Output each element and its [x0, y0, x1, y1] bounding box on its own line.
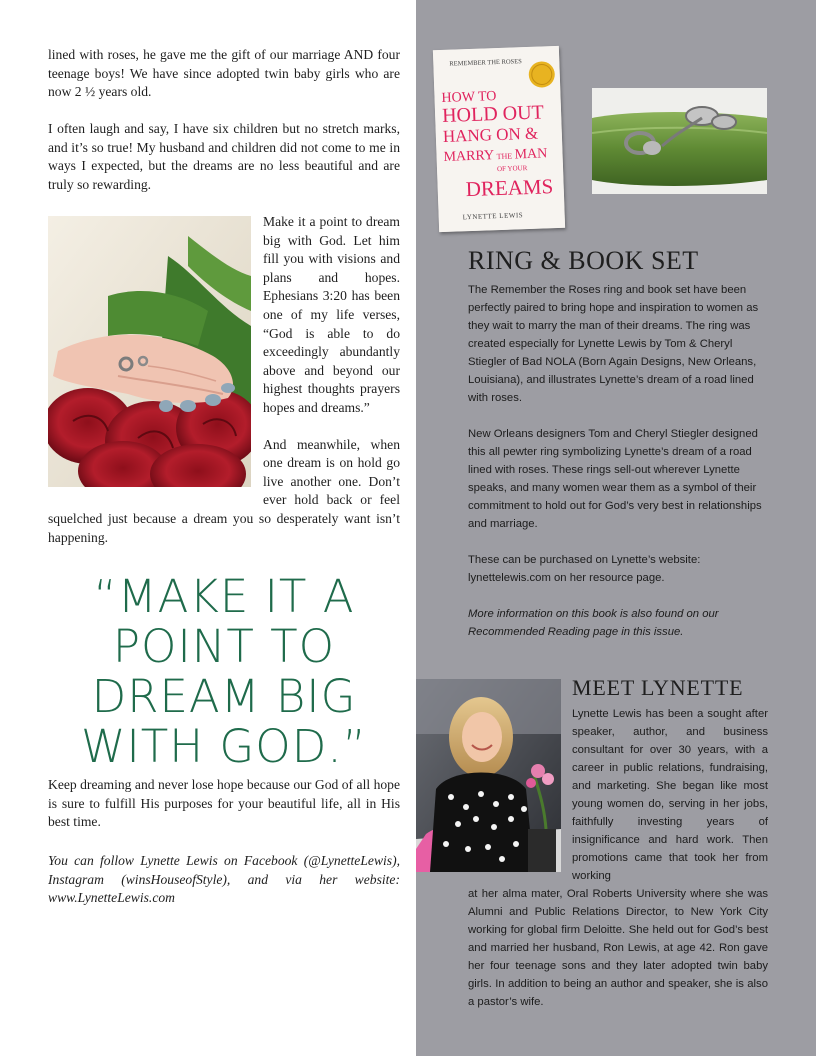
ring-photo: [592, 88, 767, 194]
ring-paragraph-3: These can be purchased on Lynette’s website: lynettelewis.com on her resource page.: [468, 554, 701, 584]
meet-lynette-heading: MEET LYNETTE: [572, 675, 744, 700]
bio-paragraph-bottom: at her alma mater, Oral Roberts University where she was Alumni and Public Relations Director, to New York City working for global firm Deloitte. She held out for God’s best and married her husband, Ron Lewis, at age 42. Ron gave her four teenage sons and they later adopted twin baby girls. In addition to being an author and speaker, she is also a pastor’s wife.: [468, 888, 768, 1008]
book-title-line4b: THE: [496, 151, 513, 162]
dream-big-section: [48, 213, 400, 565]
paragraph-follow-links: You can follow Lynette Lewis on Facebook (@LynetteLewis), Instagram (winsHouseofStyle), and via her website: www.LynetteLewis.com: [48, 853, 400, 906]
ring-paragraph-2: New Orleans designers Tom and Cheryl Stiegler designed this all pewter ring symbolizing Lynette’s dream of a road lined with roses. These rings sell-out wherever Lynette speaks, and many women wear them as a symbol of their commitment to hold out for God’s very best in relationships and marriage.: [468, 428, 762, 530]
hand-on-roses-photo: [48, 216, 251, 487]
pull-quote: “MAKE IT A POINT TO DREAM BIG WITH GOD.”: [81, 570, 367, 773]
book-title-line3: HANG ON &: [442, 123, 539, 146]
ring-book-heading: RING & BOOK SET: [468, 246, 699, 275]
book-series-label: REMEMBER THE ROSES: [449, 58, 522, 68]
book-title-line1: HOW TO: [441, 89, 497, 106]
book-title-line5: OF YOUR: [496, 164, 528, 174]
book-title-line4a: MARRY: [443, 148, 495, 165]
paragraph-stretch-marks: I often laugh and say, I have six children but no stretch marks, and it’s so true! My husband and children did not come to me in ways I expected, but the dreams are no less beautiful and are truly so rewarding.: [48, 121, 400, 192]
paragraph-keep-dreaming: Keep dreaming and never lose hope because our God of all hope is sure to fulfill His purposes for your beautiful life, all in His best time.: [48, 777, 400, 830]
lynette-portrait-photo: [416, 679, 561, 872]
book-title-line4c: MAN: [514, 146, 548, 163]
ring-paragraph-4: More information on this book is also found on our Recommended Reading page in this issue.: [468, 608, 719, 638]
book-author: LYNETTE LEWIS: [462, 211, 524, 222]
paragraph-dream-big: Make it a point to dream big with God. Let him fill you with visions and plans and hopes. Ephesians 3:20 has been one of my life verses, “God is able to do exceedingly abundantly above and beyond our highest thoughts prayers hopes and dreams.”: [263, 214, 400, 415]
bio-paragraph-top: Lynette Lewis has been a sought after speaker, author, and business consultant for over 30 years, with a career in public relations, fundraising, and marketing. She began like most young women do, serving in her jobs, faithfully investing years of insignificance and hard work. Then promotions came that took her from working: [572, 708, 768, 882]
book-title-line6: DREAMS: [465, 174, 554, 202]
paragraph-roses: lined with roses, he gave me the gift of our marriage AND four teenage boys! We have since adopted twin baby girls who are now 2 ½ years old.: [48, 47, 400, 100]
ring-paragraph-1: The Remember the Roses ring and book set have been perfectly paired to bring hope and inspiration to women as they wait to marry the man of their dreams. The ring was created especially for Lynette Lewis by Tom & Cheryl Stiegler of Bad NOLA (Born Again Designs, New Orleans, Louisiana), and illustrates Lynette’s dream of a road lined with roses.: [468, 284, 759, 404]
book-title-line2: HOLD OUT: [441, 101, 545, 127]
paragraph-meanwhile: And meanwhile, when one dream is on hold go live another one. Don’t ever hold back or feel squelched just because a dream you so desperately want isn’t happening.: [48, 436, 400, 545]
book-cover-image: [433, 46, 565, 232]
